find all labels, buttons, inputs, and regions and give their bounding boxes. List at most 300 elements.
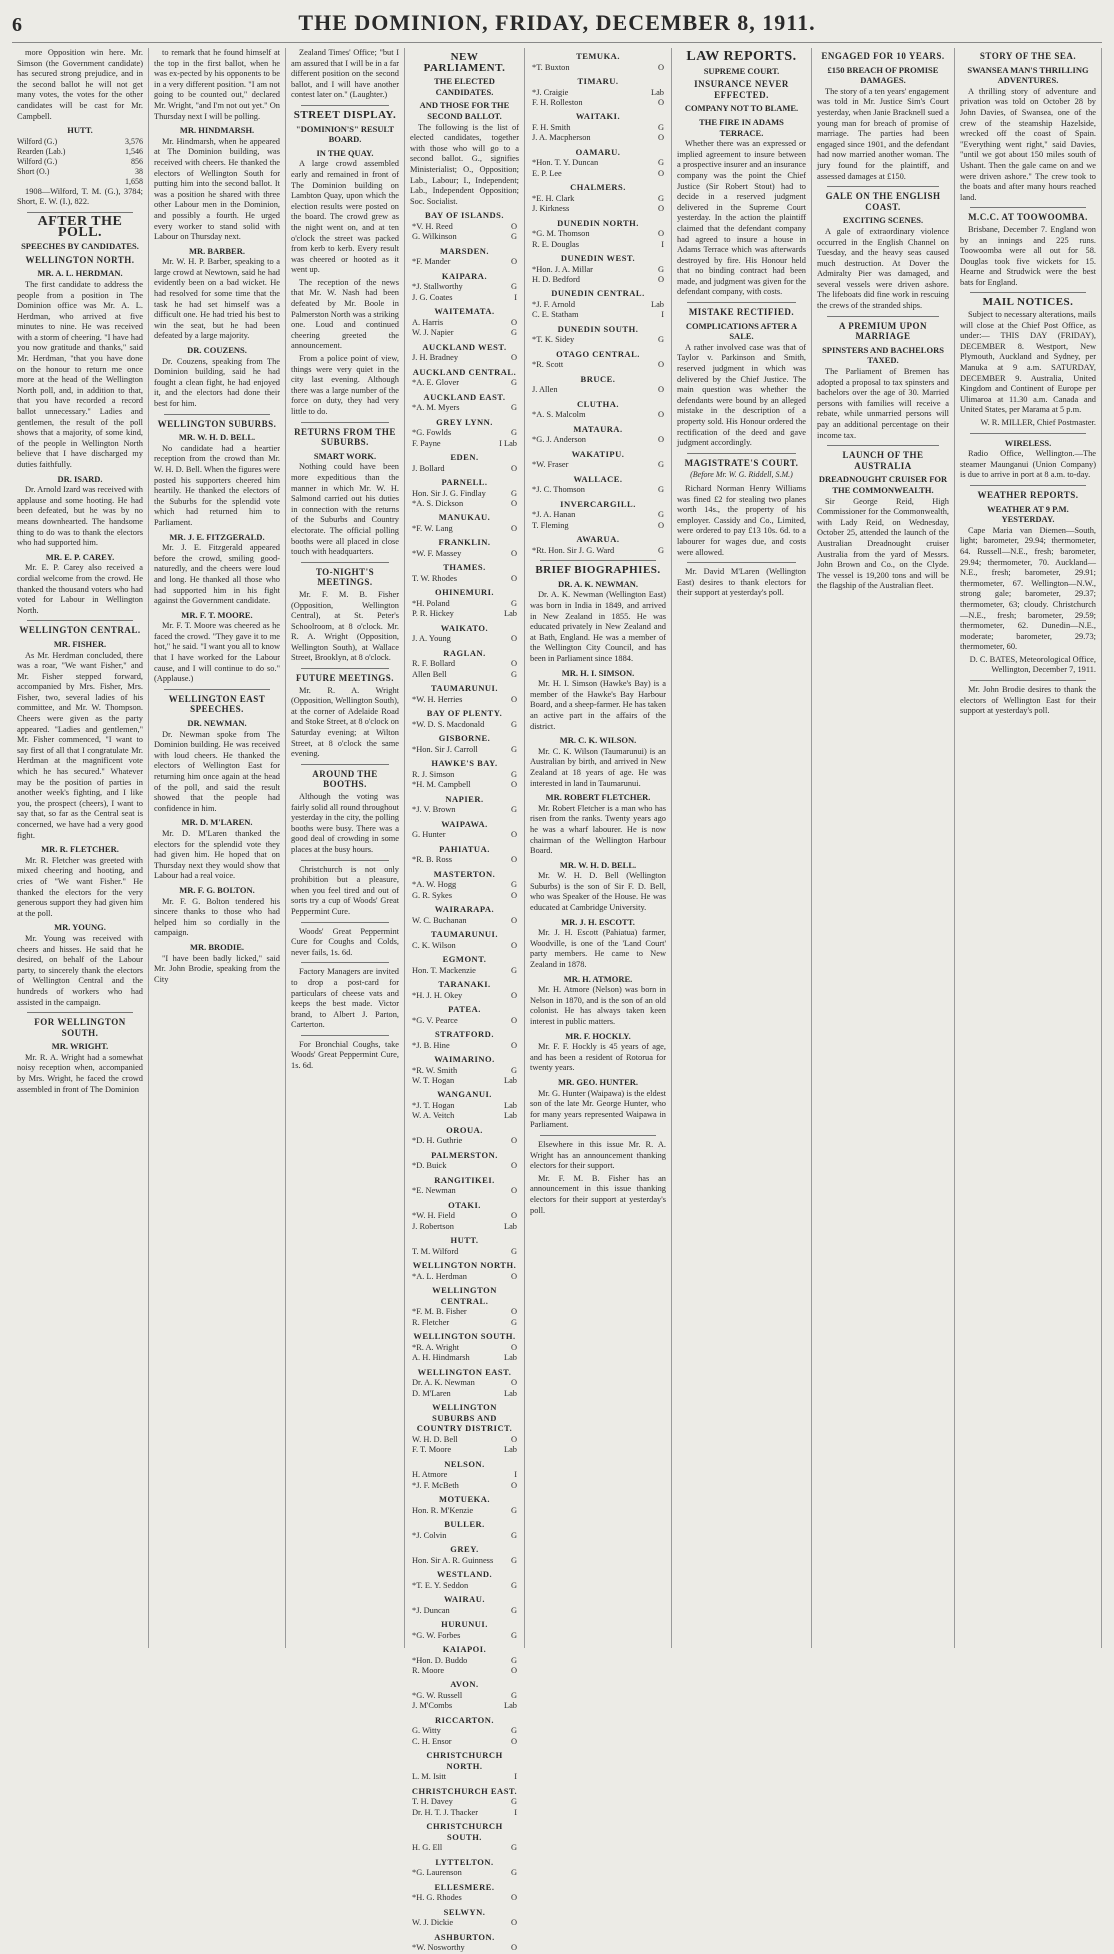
candidate-name: *A. L. Herdman	[412, 1271, 467, 1281]
candidate-name: L. M. Isitt	[412, 1772, 446, 1782]
result-row	[17, 157, 143, 167]
divider	[970, 292, 1086, 293]
case-title: MISTAKE RECTIFIED.	[688, 307, 795, 318]
column-8	[955, 48, 1102, 1648]
candidate-name: Hon. R. M'Kenzie	[412, 1505, 474, 1515]
candidate-name: J. A. Macpherson	[532, 133, 591, 143]
article-body: The story of a ten years' engagement was told in Mr. Justice Sim's Court yesterday, when Janie Bracknell sued a young man for breach of promise of marriage. The parties had been engaged since 1901, and the defendant had now married another woman. The jury found for the plaintiff, and assessed damages at £150.	[817, 86, 949, 181]
candidate-row	[410, 770, 519, 780]
candidate-party: G	[510, 744, 517, 754]
candidate-name: W. T. Hogan	[412, 1075, 455, 1085]
electorate-name: PATEA.	[448, 1003, 481, 1014]
speaker-name: MR. W. H. D. BELL.	[178, 432, 256, 443]
hutt-total-row	[17, 177, 143, 187]
speech-body: Dr. Newman spoke from The Dominion building. He was received with loud cheers. He thanked the electors of Wellington East for returning him once again at the head of the poll, and said the result showed that the people had confidence in him.	[154, 729, 280, 813]
candidate-row	[530, 240, 666, 250]
article-subhead: SPEECHES BY CANDIDATES.	[21, 241, 139, 252]
electorate-name: PALMERSTON.	[431, 1149, 498, 1160]
result-row	[17, 137, 143, 147]
article-body: A thrilling story of adventure and privation was told on October 28 by John Davies, of Swansea, one of the crew of the steamship Hazelside, wrecked off the coast of Spain. "Everything went right," said Davies, "until we got about 150 miles south of Ushant. Then the gale came on and we were driven ashore." The crew took to the boats and after many hours reached land.	[960, 86, 1096, 202]
candidate-party: G	[510, 378, 517, 388]
candidate-party: G	[510, 1797, 517, 1807]
candidate-name: W. J. Napier	[412, 328, 454, 338]
electorate-name: THAMES.	[443, 562, 486, 573]
result-votes: 3,576	[125, 136, 143, 146]
divider	[164, 689, 270, 690]
result-votes: 1,546	[125, 146, 143, 156]
candidate-name: W. C. Buchanan	[412, 915, 467, 925]
candidate-row	[410, 1389, 519, 1399]
candidate-party: I	[514, 1470, 517, 1480]
candidate-name: *Hon. D. Buddo	[412, 1655, 468, 1665]
candidate-name: *A. W. Hogg	[412, 880, 457, 890]
speaker-name: MR. FISHER.	[53, 638, 107, 649]
candidate-name: G. Witty	[412, 1726, 441, 1736]
article-body: Radio Office, Wellington.—The steamer Maunganui (Union Company) is due to arrive in port at 8 a.m. to-day.	[960, 449, 1096, 480]
candidate-name: Hon. Sir J. G. Findlay	[412, 488, 486, 498]
divider	[687, 562, 796, 563]
candidate-name: J. Kirkness	[532, 204, 570, 214]
candidate-party: G	[510, 719, 517, 729]
divider	[27, 620, 133, 621]
candidate-party: Lab	[503, 1388, 517, 1398]
case-subtitle: COMPANY NOT TO BLAME.	[684, 103, 799, 114]
candidate-party: G	[657, 485, 664, 495]
candidate-name: *T. Buxton	[532, 62, 570, 72]
candidate-party: O	[510, 1307, 517, 1317]
candidate-row	[530, 229, 666, 239]
candidate-name: *G. V. Pearce	[412, 1015, 458, 1025]
electorate-name: AUCKLAND WEST.	[422, 341, 507, 352]
bio-body: Mr. W. H. D. Bell (Wellington Suburbs) is the son of Sir F. D. Bell, who was Speaker of the House. He was educated at Cambridge University.	[530, 871, 666, 913]
article-body: A gale of extraordinary violence occurred in the English Channel on Tuesday, and the heavy seas caused much destruction. At Dover the Admiralty Pier was damaged, and several vessels were driven ashore. The lifeboats did fine work in rescuing the crews of the stranded ships.	[817, 226, 949, 311]
candidate-name: *A. S. Dickson	[412, 498, 464, 508]
divider	[301, 1035, 389, 1036]
article-headline: ENGAGED FOR 10 YEARS.	[821, 51, 945, 61]
electorate-name: CHRISTCHURCH NORTH.	[426, 1750, 503, 1771]
candidate-name: R. J. Simson	[412, 769, 455, 779]
electorate-name: ASHBURTON.	[434, 1931, 495, 1942]
electorate-name: KAIAPOI.	[442, 1644, 487, 1654]
electorate-name: EDEN.	[450, 451, 479, 462]
candidate-party: O	[510, 915, 517, 925]
candidate-name: G. R. Sykes	[412, 890, 453, 900]
candidate-row	[410, 991, 519, 1001]
article-body: Although the voting was fairly solid all round throughout yesterday in the city, the polling booths were busy. There was a good deal of crowding in some places at the busy hours.	[291, 792, 399, 854]
speaker-name: MR. J. E. FITZGERALD.	[169, 531, 265, 542]
divider	[970, 433, 1086, 434]
speaker-name: MR. E. P. CAREY.	[45, 551, 115, 562]
signature: D. C. BATES, Meteorological Office, Wellington, December 7, 1911.	[969, 654, 1096, 675]
candidate-name: *J. Duncan	[412, 1605, 450, 1615]
divider	[827, 316, 939, 317]
candidate-row	[410, 1531, 519, 1541]
article-body: Brisbane, December 7. England won by an innings and 225 runs. Toowoomba were all out for 58. Douglas took five wickets for 15. Hearne and Strudwick were the best bats for England.	[960, 224, 1096, 287]
candidate-name: *R. B. Ross	[412, 855, 453, 865]
candidate-row	[530, 546, 666, 556]
candidate-row	[530, 123, 666, 133]
article-headline: STORY OF THE SEA.	[979, 51, 1077, 61]
speech-body: Mr. J. E. Fitzgerald appeared before the crowd, smiling good-naturedly, and the cheers were loud and long. He thanked all those who had supported him in his fight against the Government candidate.	[154, 543, 280, 606]
candidate-name: *G. W. Forbes	[412, 1630, 461, 1640]
divider	[970, 680, 1086, 681]
article-body: Subject to necessary alterations, mails will close at the Chief Post Office, as under:— THIS DAY (FRIDAY), DECEMBER 8. Westport, New Plymouth, Auckland and Sydney, per Manuka at 9 a.m. SATURDAY, DECEMBER 9. Australia, United Kingdom and Continent of Europe per Ulimaroa at 11.30 a.m. Canada and United States, per Marama at 5 p.m.	[960, 310, 1096, 415]
candidate-party: G	[657, 510, 664, 520]
section-heading: WELLINGTON SUBURBS.	[157, 418, 277, 429]
article-body: Mr. R. A. Wright (Opposition, Wellington South), at the corner of Adelaide Road and Stoke Street, at 8 o'clock on Saturday evening; at Wilton Street, at 8 o'clock the same evening.	[291, 685, 399, 759]
candidate-party: I Lab	[499, 438, 517, 448]
candidate-name: *G. Laurenson	[412, 1868, 462, 1878]
candidate-row	[410, 1016, 519, 1026]
article-headline: M.C.C. AT TOOWOOMBA.	[968, 212, 1088, 223]
electorate-name: CHRISTCHURCH EAST.	[411, 1785, 518, 1796]
candidate-party: O	[510, 498, 517, 508]
divider	[301, 562, 389, 563]
candidate-name: *R. A. Wright	[412, 1342, 459, 1352]
candidate-name: C. H. Ensor	[412, 1736, 452, 1746]
result-row	[17, 167, 143, 177]
candidate-name: A. Harris	[412, 317, 444, 327]
candidate-name: *F. M. B. Fisher	[412, 1307, 467, 1317]
electorate-name: MANUKAU.	[438, 512, 491, 523]
candidate-name: T. Fleming	[532, 520, 569, 530]
candidate-party: O	[657, 98, 664, 107]
candidate-party: G	[510, 488, 517, 498]
magistrate-name: (Before Mr. W. G. Riddell, S.M.)	[690, 470, 793, 480]
column-6	[672, 48, 812, 1648]
candidate-party: O	[510, 1893, 517, 1903]
candidate-party: Lab	[503, 1701, 517, 1711]
candidate-name: *F. W. Lang	[412, 523, 453, 533]
candidate-row	[410, 1772, 519, 1782]
bio-body: Mr. F. F. Hockly is 45 years of age, and has been a resident of Rotorua for twenty years.	[530, 1042, 666, 1073]
hutt-total: 1,658	[125, 176, 143, 186]
candidate-row	[410, 1918, 519, 1928]
section-heading: WELLINGTON CENTRAL.	[19, 625, 141, 636]
article-headline: TO-NIGHT'S MEETINGS.	[315, 566, 375, 588]
candidate-row	[530, 204, 666, 214]
candidate-name: *J. F. Arnold	[532, 300, 576, 310]
electorate-name: MASTERTON.	[433, 868, 496, 879]
candidate-row	[410, 428, 519, 438]
candidate-row	[410, 855, 519, 865]
column-7	[812, 48, 955, 1648]
candidate-row	[530, 265, 666, 275]
candidate-name: *G. Fowlds	[412, 428, 452, 438]
candidate-party: O	[510, 221, 517, 231]
candidate-party: G	[510, 1605, 517, 1615]
candidate-party: G	[510, 1843, 517, 1853]
candidate-row	[410, 1041, 519, 1051]
candidate-row	[410, 880, 519, 890]
candidate-party: Lab	[503, 1221, 517, 1231]
candidate-party: O	[510, 1186, 517, 1196]
case-subtitle: THE FIRE IN ADAMS TERRACE.	[699, 116, 784, 138]
candidate-row	[410, 439, 519, 449]
electorate-name: BAY OF ISLANDS.	[424, 210, 505, 221]
candidate-row	[410, 1307, 519, 1317]
candidate-name: W. H. D. Bell	[412, 1434, 458, 1444]
candidate-party: O	[510, 1943, 517, 1953]
candidate-party: G	[510, 1530, 517, 1540]
candidate-party: I	[661, 239, 664, 249]
candidate-row	[410, 1481, 519, 1491]
court-heading: SUPREME COURT.	[703, 65, 780, 76]
divider	[827, 445, 939, 446]
candidate-party: O	[657, 204, 664, 214]
electorate-name: WESTLAND.	[436, 1569, 493, 1579]
speaker-name: MR. HINDMARSH.	[179, 125, 255, 136]
candidate-row	[530, 63, 666, 73]
electorate-list	[410, 210, 519, 1954]
bio-name: MR. F. HOCKLY.	[565, 1030, 631, 1041]
candidate-row	[410, 609, 519, 619]
candidate-row	[410, 403, 519, 413]
candidate-party: G	[510, 669, 517, 679]
electorate-name: ELLESMERE.	[434, 1881, 495, 1892]
candidate-row	[530, 194, 666, 204]
divider	[970, 207, 1086, 208]
candidate-name: Dr. H. T. J. Thacker	[412, 1807, 479, 1817]
speech-body: "I have been badly licked," said Mr. John Brodie, speaking from the City	[154, 953, 280, 984]
candidate-row	[410, 1893, 519, 1903]
candidate-name: *J. T. Hogan	[412, 1100, 455, 1110]
candidate-row	[410, 720, 519, 730]
article-body: Mr. F. M. B. Fisher (Opposition, Wellington Central), at St. Peter's Schoolroom, at 8 o'clock. Mr. R. A. Wright (Opposition, Wellington South), at Wallace Street, Brooklyn, at 8 o'clock.	[291, 589, 399, 663]
result-votes: 38	[135, 166, 143, 176]
speaker-name: MR. F. G. BOLTON.	[179, 884, 255, 895]
speech-body: Mr. R. A. Wright had a somewhat noisy reception when, accompanied by Mrs. Wright, he faced the crowd assembled in front of The Dominion	[17, 1052, 143, 1094]
notice: Elsewhere in this issue Mr. R. A. Wright has an announcement thanking electors for their support.	[530, 1139, 666, 1171]
candidate-row	[410, 1691, 519, 1701]
candidate-row	[530, 310, 666, 320]
candidate-name: *H. G. Rhodes	[412, 1893, 462, 1903]
case-body: Whether there was an expressed or implied agreement to insure between a prospective insurer and an insurance company was the point the Chief Justice (Sir Robert Stout) had to decide in a reserved judgment delivered in the Supreme Court yesterday. In the action the plaintiff claimed that the defendant company had agreed to insure a house in Adams Terrace which was afterwards destroyed by fire. His Honour held that no binding contract had been made, and judgment was given for the defendant company, with costs.	[677, 139, 806, 297]
article-body: Sir George Reid, High Commissioner for the Commonwealth, with Lady Reid, on Wednesday, October 25, attended the launch of the Australian Dreadnought cruiser Australia from the yard of Messrs. John Brown and Co., on the Clyde. The vessel is 19,200 tons and will be the flagship of the Australian fleet.	[817, 496, 949, 591]
article-headline: LAUNCH OF THE AUSTRALIA	[842, 450, 924, 471]
candidate-party: O	[510, 1666, 517, 1675]
candidate-party: O	[510, 659, 517, 669]
article-body: The reception of the news that Mr. W. Nash had been defeated by Mr. Boole in Palmerston North was a striking one. Loud and continued cheering greeted the announcement.	[291, 277, 399, 351]
divider	[164, 414, 270, 415]
candidate-row	[410, 499, 519, 509]
candidate-name: *F. Mander	[412, 257, 451, 267]
candidate-party: O	[510, 1271, 517, 1281]
candidate-row	[410, 328, 519, 338]
result-row	[17, 147, 143, 157]
electorate-name: TARANAKI.	[438, 978, 491, 989]
electorate-name: AVON.	[450, 1679, 479, 1690]
candidate-party: G	[510, 1580, 517, 1590]
article-subhead: IN THE QUAY.	[316, 147, 374, 158]
article-headline: STREET DISPLAY.	[293, 108, 397, 121]
candidate-row	[410, 1343, 519, 1353]
candidate-name: *H. M. Campbell	[412, 780, 471, 790]
electorate-name: OHINEMURI.	[434, 587, 495, 598]
article-subhead: £150 BREACH OF PROMISE DAMAGES.	[827, 64, 939, 86]
candidate-party: I	[514, 1807, 517, 1817]
candidate-name: *E. Newman	[412, 1186, 456, 1196]
speaker-name: DR. NEWMAN.	[187, 718, 247, 729]
candidate-party: G	[510, 1726, 517, 1736]
electorate-name: GREY.	[450, 1544, 479, 1554]
candidate-name: P. R. Hickey	[412, 609, 454, 619]
article-subhead: WEATHER AT 9 P.M. YESTERDAY.	[987, 503, 1069, 525]
candidate-party: O	[657, 168, 664, 178]
candidate-name: Dr. A. K. Newman	[412, 1378, 475, 1388]
article-headline: A PREMIUM UPON MARRIAGE	[839, 320, 927, 342]
electorate-name: KAIPARA.	[441, 270, 488, 281]
electorate-name: DUNEDIN WEST.	[560, 253, 636, 264]
electorate-name: RANGITIKEI.	[434, 1174, 495, 1185]
candidate-row	[530, 510, 666, 520]
candidate-row	[410, 549, 519, 559]
candidate-row	[410, 1247, 519, 1257]
electorate-name: WELLINGTON EAST.	[417, 1366, 512, 1377]
candidate-row	[530, 410, 666, 420]
electorate-name: TEMUKA.	[576, 51, 620, 61]
candidate-party: O	[510, 1480, 517, 1490]
divider	[301, 860, 389, 861]
speaker-name: MR. A. L. HERDMAN.	[37, 268, 123, 279]
candidate-row	[410, 1737, 519, 1747]
candidate-name: *J. C. Thomson	[532, 485, 585, 495]
candidate-party: O	[657, 275, 664, 285]
electorate-name: STRATFORD.	[435, 1028, 494, 1039]
candidate-party: O	[510, 694, 517, 704]
candidate-name: J. M'Combs	[412, 1701, 453, 1711]
bio-name: MR. C. K. WILSON.	[559, 735, 637, 746]
candidate-party: G	[510, 1246, 517, 1256]
case-title: INSURANCE NEVER EFFECTED.	[694, 79, 789, 100]
candidate-row	[410, 780, 519, 790]
candidate-party: O	[510, 940, 517, 950]
speech-body: Mr. Young was received with cheers and hisses. He said that he desired, on behalf of the Labour party, to sincerely thank the electors of Wellington Central and the hundreds of workers who had assisted in the campaign.	[17, 933, 143, 1007]
candidate-row	[410, 1843, 519, 1853]
candidate-party: G	[657, 123, 664, 132]
divider	[27, 1012, 133, 1013]
electorate-name: TIMARU.	[577, 76, 619, 86]
candidate-row	[410, 318, 519, 328]
bio-body: Mr. G. Hunter (Waipawa) is the eldest son of the late Mr. George Hunter, who for many years represented Waipawa in Parliament.	[530, 1088, 666, 1130]
hutt-results	[17, 137, 143, 177]
speech-body: No candidate had a heartier reception from the crowd than Mr. W. H. D. Bell. When the figures were posted his supporters cheered him heartily. He thanked the electors of the Suburbs for the splendid vote which had returned him to Parliament.	[154, 443, 280, 527]
candidate-row	[530, 385, 666, 395]
bio-body: Mr. Robert Fletcher is a man who has risen from the ranks. Twenty years ago he was a wharf labourer. He is now chairman of the Wellington Harbour Board.	[530, 803, 666, 856]
article-headline: BRIEF BIOGRAPHIES.	[535, 564, 661, 577]
candidate-name: *G. W. Russell	[412, 1691, 463, 1700]
candidate-party: O	[657, 435, 664, 445]
speaker-name: MR. F. T. MOORE.	[181, 609, 253, 620]
candidate-name: *J. Colvin	[412, 1530, 447, 1540]
electorate-name: PARNELL.	[441, 476, 488, 487]
candidate-party: G	[510, 328, 517, 338]
speech-body: Mr. Hindmarsh, when he appeared at The Dominion building, was received with cheers. He thanked the electors of Wellington South for putting him into the second ballot. It was a position he shared with three other Labour men in the Dominion, and possibly a fourth. He urged every worker to stand solid with Labour on Thursday next.	[154, 136, 280, 242]
electorate-name: MOTUEKA.	[439, 1494, 490, 1504]
column-2	[149, 48, 286, 1648]
divider	[301, 922, 389, 923]
candidate-party: O	[510, 1434, 517, 1444]
candidate-party: O	[510, 1342, 517, 1352]
candidate-name: T. H. Davey	[412, 1797, 453, 1807]
electorate-name: TAUMARUNUI.	[431, 928, 498, 939]
candidate-party: G	[510, 1505, 517, 1515]
candidate-row	[410, 1272, 519, 1282]
candidate-party: G	[657, 193, 664, 203]
electorate-name: WELLINGTON CENTRAL.	[432, 1285, 497, 1306]
candidate-row	[410, 1211, 519, 1221]
candidate-party: O	[510, 830, 517, 840]
candidate-name: *V. H. Reed	[412, 221, 453, 231]
result-name: Wilford (G.)	[17, 156, 58, 166]
divider	[687, 453, 796, 454]
candidate-name: R. E. Douglas	[532, 239, 579, 249]
candidate-party: O	[657, 133, 664, 143]
electorate-list	[530, 51, 666, 556]
candidate-row	[410, 1581, 519, 1591]
notice: Mr. John Brodie desires to thank the electors of Wellington East for their support at yesterday's poll.	[960, 685, 1096, 716]
candidate-name: J. H. Bradney	[412, 353, 459, 363]
candidate-row	[410, 574, 519, 584]
signature: W. R. MILLER, Chief Postmaster.	[980, 418, 1096, 427]
candidate-name: D. M'Laren	[412, 1388, 451, 1398]
candidate-party: O	[510, 990, 517, 1000]
candidate-name: *Hon. Sir J. Carroll	[412, 744, 478, 754]
candidate-name: *D. Buick	[412, 1161, 447, 1171]
speech-body: As Mr. Herdman concluded, there was a roar, "We want Fisher," and Mr. Fisher stepped forward, accompanied by Mrs. Fisher, Mrs. Fisher, two, several ladies of his committee, and Mr. W. Thompson. Cheers were given as the party appeared. "Ladies and gentlemen," Mr. Fisher commenced, "I want to say first of all that I congratulate Mr. Herdman at the magnificent vote which he has secured." Whatever may be the position of parties in another week's fighting, and I like you, the prospect (cheers), I want to say that, so far as the Central seat is concerned, we have had a very good fight.	[17, 650, 143, 840]
article-subhead: SWANSEA MAN'S THRILLING ADVENTURES.	[967, 64, 1089, 86]
candidate-party: O	[510, 634, 517, 644]
speech-body: Mr. F. G. Bolton tendered his sincere thanks to those who had helped him so cordially in the campaign.	[154, 896, 280, 938]
candidate-name: *A. S. Malcolm	[532, 410, 586, 420]
candidate-party: O	[657, 229, 664, 239]
hutt-heading: HUTT.	[67, 125, 93, 136]
candidate-name: R. Moore	[412, 1666, 445, 1675]
article-headline: RETURNS FROM THE SUBURBS.	[294, 426, 396, 448]
candidate-row	[410, 1943, 519, 1953]
electorate-name: AUCKLAND EAST.	[423, 391, 506, 402]
candidate-party: O	[657, 62, 664, 72]
divider	[540, 560, 656, 561]
candidate-party: O	[510, 353, 517, 363]
candidate-party: G	[510, 965, 517, 975]
speech-body: Mr. F. T. Moore was cheered as he faced the crowd. "They gave it to me hot," he said. "I want you all to know that I have worked for the Labour cause, and I will continue to do so." (Applause.)	[154, 621, 280, 684]
candidate-party: O	[510, 780, 517, 790]
speaker-name: MR. YOUNG.	[54, 922, 106, 933]
candidate-name: *D. H. Guthrie	[412, 1136, 463, 1146]
electorate-name: WAIRARAPA.	[434, 903, 495, 914]
article-subhead: EXCITING SCENES.	[842, 215, 924, 226]
article-body: Cape Maria van Diemen—South, light; barometer, 29.94; thermometer, 64. Russell—N.E., fresh; barometer, 29.94; thermometer, 70. Auckland—N.E., fresh; barometer, 29.91; thermometer, 67. Wellington—N.W., strong gale; barometer, 29.37; thermometer, 63; cloudy. Christchurch—N.E., fresh; barometer, 29.59; thermometer, 62. Dunedin—N.E., moderate; barometer, 29.73; thermometer, 60.	[960, 525, 1096, 652]
article-body: The Parliament of Bremen has adopted a proposal to tax spinsters and bachelors over the age of 30. Married persons with families will receive a rebate, while unmarried persons will pay an additional percentage on their income tax.	[817, 367, 949, 440]
candidate-party: O	[510, 257, 517, 267]
speaker-name: MR. R. FLETCHER.	[41, 844, 119, 855]
candidate-name: *Hon. T. Y. Duncan	[532, 158, 599, 168]
speaker-name: DR. COUZENS.	[187, 345, 247, 356]
article-headline: NEW PARLIAMENT.	[423, 51, 506, 74]
section-heading: WELLINGTON EAST SPEECHES.	[168, 693, 266, 715]
divider	[301, 422, 389, 423]
candidate-row	[410, 805, 519, 815]
candidate-name: *J. V. Brown	[412, 805, 456, 815]
candidate-row	[410, 257, 519, 267]
electorate-name: WAITAKI.	[575, 111, 621, 122]
candidate-party: G	[657, 545, 664, 555]
candidate-row	[410, 489, 519, 499]
candidate-party: O	[510, 317, 517, 327]
candidate-party: G	[510, 1630, 517, 1640]
candidate-row	[410, 1606, 519, 1616]
